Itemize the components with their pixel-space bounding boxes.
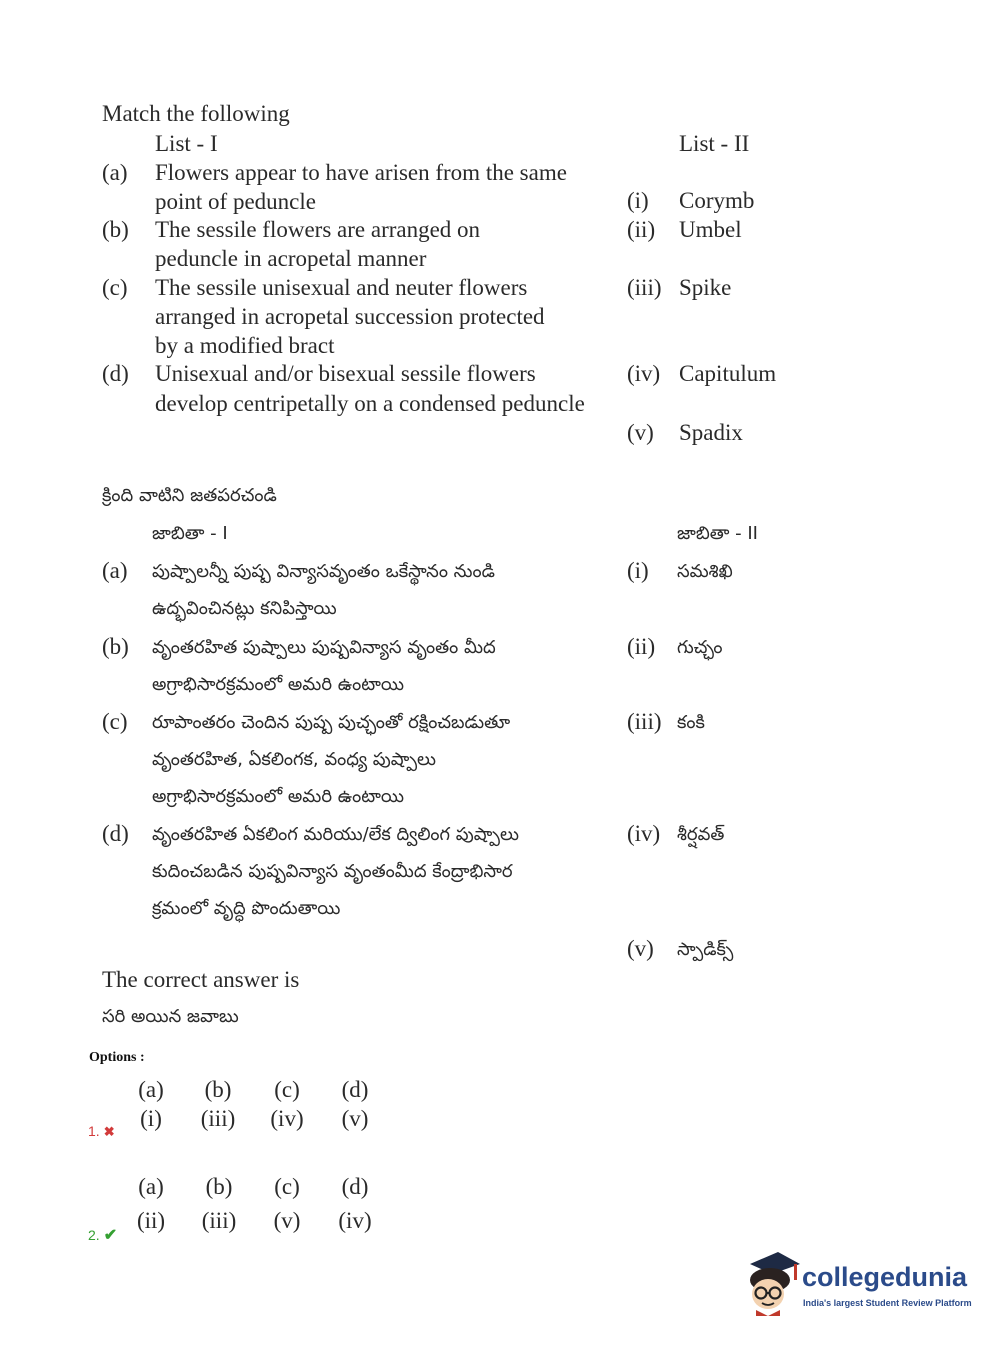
- option-value: (iii): [200, 1106, 236, 1131]
- option-2[interactable]: [88, 1171, 388, 1251]
- item-label: (c): [102, 275, 128, 300]
- item-line: రూపాంతరం చెందిన పుష్ప పుచ్ఛంతో రక్షించబడుతూ: [152, 712, 511, 733]
- correct-check-icon: ✔: [103, 1227, 118, 1244]
- option-2-marker: [88, 1225, 117, 1245]
- option-letter: (a): [138, 1174, 164, 1199]
- item-label: (d): [102, 821, 129, 846]
- item-line: peduncle in acropetal manner: [155, 246, 427, 271]
- list2-num: (ii): [627, 217, 656, 242]
- option-number: 2.: [88, 1227, 100, 1243]
- wrong-cross-icon: ✖: [103, 1124, 115, 1139]
- item-line: develop centripetally on a condensed peduncle: [155, 391, 585, 416]
- item-line: The sessile unisexual and neuter flowers: [155, 275, 528, 300]
- item-label: (b): [102, 217, 129, 242]
- list2-item-i-en: [627, 186, 755, 215]
- list2-text: Umbel: [679, 217, 742, 242]
- option-value: (iv): [338, 1208, 372, 1233]
- list2-item-v-en: [627, 418, 743, 447]
- option-letter: (d): [341, 1174, 369, 1199]
- item-text: [155, 158, 567, 216]
- item-line: అగ్రాభిసారక్రమంలో అమరి ఉంటాయి: [152, 786, 405, 807]
- list2-text: కంకి: [677, 712, 705, 733]
- option-number: 1.: [88, 1123, 100, 1139]
- list2-text: శీర్షవత్: [677, 824, 725, 845]
- list2-num: (i): [627, 188, 649, 213]
- item-text: [152, 629, 496, 703]
- list2-num: (v): [627, 936, 654, 961]
- item-line: point of peduncle: [155, 189, 316, 214]
- option-letter: (c): [274, 1174, 300, 1199]
- item-text: [152, 816, 519, 927]
- option-value: (iv): [270, 1106, 304, 1131]
- answer-prompt-en: The correct answer is: [102, 967, 300, 992]
- question-heading-te: క్రింది వాటిని జతపరచండి: [102, 485, 277, 506]
- list2-text: Capitulum: [679, 361, 777, 386]
- logo-tagline: India's largest Student Review Platform: [803, 1298, 972, 1308]
- collegedunia-logo[interactable]: [742, 1250, 972, 1316]
- option-value: (iii): [201, 1208, 237, 1233]
- item-text: [152, 704, 510, 815]
- option-letter: (b): [205, 1174, 233, 1199]
- item-line: arranged in acropetal succession protected: [155, 304, 545, 329]
- list1-header-en: List - I: [155, 131, 218, 156]
- list2-num: (iii): [627, 709, 662, 734]
- item-label: (b): [102, 634, 129, 659]
- item-line: పుష్పాలన్నీ పుష్ప విన్యాసవృంతం ఒకేస్థానం నుండి: [152, 561, 495, 582]
- list2-item-iv-en: [627, 359, 777, 388]
- option-value: (v): [273, 1208, 301, 1233]
- list2-header-te: జాబితా - II: [677, 523, 758, 544]
- item-line: The sessile flowers are arranged on: [155, 217, 481, 242]
- list2-text: స్పాడిక్స్: [677, 939, 734, 960]
- item-line: క్రమంలో వృద్ధి పొందుతాయి: [152, 898, 341, 919]
- option-letter: (d): [341, 1077, 369, 1102]
- list2-text: Corymb: [679, 188, 755, 213]
- list1-header-te: జాబితా - I: [152, 523, 228, 544]
- option-value: (v): [341, 1106, 369, 1131]
- list2-num: (v): [627, 420, 654, 445]
- item-line: కుదించబడిన పుష్పవిన్యాస వృంతంమీద కేంద్రాభిసార: [152, 861, 513, 882]
- item-text: [155, 359, 585, 419]
- list2-num: (i): [627, 558, 649, 583]
- logo-wordmark: collegedunia: [802, 1262, 968, 1292]
- item-line: Unisexual and/or bisexual sessile flowers: [155, 361, 536, 386]
- list2-text: Spadix: [679, 420, 743, 445]
- item-text: [152, 553, 495, 627]
- item-line: వృంతరహిత పుష్పాలు పుష్పవిన్యాస వృంతం మీద: [152, 637, 496, 658]
- item-line: వృంతరహిత, ఏకలింగక, వంధ్య పుష్పాలు: [152, 749, 436, 770]
- graduate-mascot-icon: [742, 1250, 802, 1316]
- list2-header-en: List - II: [679, 131, 750, 156]
- list2-num: (iv): [627, 821, 661, 846]
- item-text: [155, 215, 480, 273]
- item-label: (a): [102, 558, 128, 583]
- list2-num: (ii): [627, 634, 656, 659]
- list2-num: (iii): [627, 275, 662, 300]
- option-letter: (c): [274, 1077, 300, 1102]
- item-line: వృంతరహిత ఏకలింగ మరియు/లేక ద్విలింగ పుష్పాలు: [152, 824, 519, 845]
- item-label: (d): [102, 361, 129, 386]
- options-label: Options :: [89, 1050, 145, 1065]
- item-line: Flowers appear to have arisen from the same: [155, 160, 567, 185]
- list2-item-ii-en: [627, 215, 742, 244]
- option-value: (ii): [136, 1208, 166, 1233]
- option-letter: (a): [138, 1077, 164, 1102]
- list2-num: (iv): [627, 361, 661, 386]
- question-heading-en: Match the following: [102, 101, 290, 126]
- list2-text: సమశిఖి: [677, 561, 733, 582]
- item-label: (c): [102, 709, 128, 734]
- item-line: ఉద్భవించినట్లు కనిపిస్తాయి: [152, 598, 337, 619]
- option-1[interactable]: [88, 1073, 388, 1153]
- item-line: by a modified bract: [155, 333, 335, 358]
- item-label: (a): [102, 160, 128, 185]
- list2-text: Spike: [679, 275, 732, 300]
- list2-item-iii-en: [627, 273, 732, 302]
- option-value: (i): [140, 1106, 162, 1131]
- list2-text: గుచ్ఛం: [677, 637, 723, 658]
- option-1-marker: [88, 1123, 115, 1141]
- answer-prompt-te: సరి అయిన జవాబు: [102, 1006, 239, 1027]
- item-line: అగ్రాభిసారక్రమంలో అమరి ఉంటాయి: [152, 674, 405, 695]
- item-text: [155, 273, 545, 360]
- option-letter: (b): [204, 1077, 232, 1102]
